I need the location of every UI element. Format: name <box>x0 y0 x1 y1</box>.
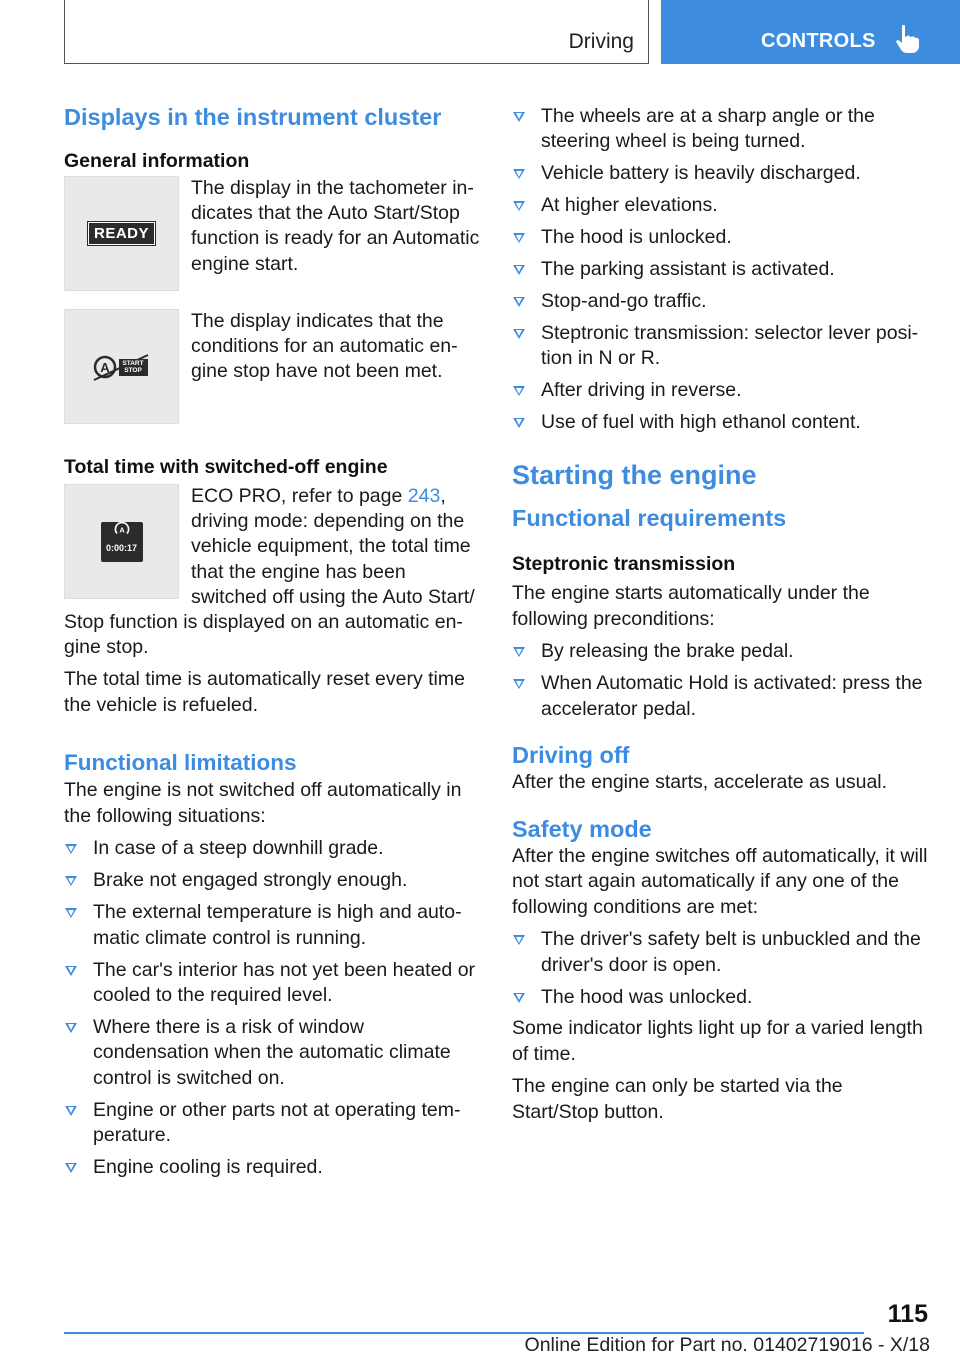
triangle-bullet-icon <box>513 233 525 243</box>
list-item <box>512 225 928 250</box>
triangle-bullet-icon <box>513 297 525 307</box>
section-title: Driving <box>568 30 634 53</box>
triangle-bullet-icon <box>65 1106 77 1116</box>
limits-intro: The engine is not switched off automatically in the following situations: <box>64 779 462 827</box>
ready-description: The display in the tachometer indicates that the Auto Start/Stop function is ready for an Automatic engine start. <box>191 177 480 275</box>
list-item <box>512 289 928 314</box>
startstop-display-row <box>64 309 480 424</box>
svg-text:A: A <box>118 525 125 535</box>
edition-text: Online Edition for Part no. 01402719016 - X/18 <box>524 1334 930 1356</box>
list-item <box>512 378 928 403</box>
list-item-text: The driver's safety belt is unbuckled and the driver's door is open. <box>541 928 921 976</box>
triangle-bullet-icon <box>65 876 77 886</box>
list-item <box>64 836 480 861</box>
list-item <box>512 257 928 282</box>
hand-pointer-icon <box>895 24 921 54</box>
triangle-bullet-icon <box>513 265 525 275</box>
triangle-bullet-icon <box>513 329 525 339</box>
svg-text:A: A <box>99 359 110 375</box>
list-item-text: In case of a steep downhill grade. <box>93 837 384 860</box>
list-item <box>64 900 480 951</box>
list-item <box>512 671 928 722</box>
section-subheading: Functional requirements <box>512 505 787 532</box>
list-item-text: Where there is a risk of window condensation when the automatic climate control is switched on. <box>93 1015 451 1089</box>
list-item-text: The parking assistant is activated. <box>541 258 835 281</box>
list-item-text: Use of fuel with high ethanol content. <box>541 411 861 434</box>
subheading: General information <box>64 150 250 172</box>
page-link[interactable]: 243 <box>407 485 441 507</box>
list-item <box>512 927 928 978</box>
list-item-text: At higher elevations. <box>541 194 718 217</box>
triangle-bullet-icon <box>513 647 525 657</box>
preconditions-list <box>512 639 928 722</box>
left-column <box>64 100 480 1187</box>
triangle-bullet-icon <box>65 966 77 976</box>
right-column <box>512 104 928 1132</box>
list-item <box>512 639 928 664</box>
list-item <box>512 321 928 372</box>
list-item <box>512 985 928 1010</box>
list-item-text: Steptronic transmission: selector lever position in N or R. <box>541 321 919 370</box>
list-item <box>512 161 928 186</box>
header-frame <box>64 0 649 64</box>
subheading: Steptronic transmission <box>512 553 736 576</box>
eco-pro-text-cont: , driving mode: depending on the vehicle equipment, the total time that the engine has been switched off using the Auto Start/ Stop function is displayed on an automatic engine stop. <box>64 485 475 659</box>
section-subheading: Safety mode <box>512 815 652 842</box>
startstop-button-paragraph: The engine can only be started via the Start/Stop button. <box>512 1075 843 1123</box>
list-item <box>512 193 928 218</box>
ready-display-image <box>64 176 179 291</box>
section-heading: Functional limitations <box>64 750 297 776</box>
section-heading: Displays in the instrument cluster <box>64 104 442 130</box>
driving-off-paragraph: After the engine starts, accelerate as usual. <box>512 771 888 794</box>
safety-paragraph: After the engine switches off automatically, it will not start again automatically if any one of the following conditions are met: <box>512 844 928 918</box>
startstop-display-image <box>64 309 179 424</box>
timer-block <box>64 484 480 660</box>
list-item <box>512 410 928 435</box>
indicator-paragraph: Some indicator lights light up for a varied length of time. <box>512 1017 923 1065</box>
list-item <box>64 1015 480 1091</box>
limitations-list <box>64 836 480 1180</box>
triangle-bullet-icon <box>513 201 525 211</box>
list-item <box>512 104 928 155</box>
ready-display-row <box>64 176 480 291</box>
list-item-text: The wheels are at a sharp angle or the steering wheel is being turned. <box>541 105 875 153</box>
section-subheading: Driving off <box>512 742 630 769</box>
auto-start-stop-off-icon <box>92 350 152 384</box>
page-number: 115 <box>887 1300 928 1328</box>
triangle-bullet-icon <box>65 1163 77 1173</box>
timer-display <box>101 522 143 562</box>
list-item-text: Engine cooling is required. <box>93 1155 323 1178</box>
subheading: Total time with switched-off engine <box>64 456 388 478</box>
list-item <box>64 868 480 893</box>
triangle-bullet-icon <box>513 993 525 1003</box>
triangle-bullet-icon <box>65 844 77 854</box>
ready-badge: READY <box>88 222 155 245</box>
auto-start-stop-icon <box>112 522 132 537</box>
safety-conditions-list <box>512 927 928 1010</box>
list-item <box>64 1098 480 1149</box>
list-item-text: Engine or other parts not at operating temperature. <box>93 1098 461 1146</box>
eco-pro-text: ECO PRO, refer to page <box>191 485 408 507</box>
timer-display-image <box>64 484 179 599</box>
limitations-list-continued <box>512 104 928 435</box>
triangle-bullet-icon <box>513 386 525 396</box>
reset-paragraph: The total time is automatically reset every time the vehicle is refueled. <box>64 668 465 716</box>
list-item-text: After driving in reverse. <box>541 379 742 402</box>
list-item <box>64 958 480 1009</box>
list-item-text: The hood is unlocked. <box>541 226 732 249</box>
chapter-tab[interactable] <box>661 0 960 64</box>
start-stop-label: START STOP <box>122 359 144 374</box>
triangle-bullet-icon <box>513 112 525 122</box>
triangle-bullet-icon <box>513 169 525 179</box>
startstop-description: The display indicates that the conditions for an automatic engine stop have not been met. <box>191 310 458 383</box>
list-item-text: Brake not engaged strongly enough. <box>93 869 408 892</box>
list-item-text: The hood was unlocked. <box>541 985 753 1008</box>
triangle-bullet-icon <box>65 908 77 918</box>
list-item-text: When Automatic Hold is activated: press the accelerator pedal. <box>541 672 923 720</box>
section-heading: Starting the engine <box>512 460 757 491</box>
timer-value: 0:00:17 <box>105 543 138 554</box>
triangle-bullet-icon <box>513 418 525 428</box>
chapter-label: CONTROLS <box>761 30 876 52</box>
steptronic-paragraph: The engine starts automatically under the following preconditions: <box>512 582 870 630</box>
list-item-text: By releasing the brake pedal. <box>541 640 794 663</box>
list-item-text: Stop-and-go traffic. <box>541 289 707 312</box>
list-item-text: The car's interior has not yet been heated or cooled to the required level. <box>93 958 476 1006</box>
triangle-bullet-icon <box>513 679 525 689</box>
list-item-text: The external temperature is high and automatic climate control is running. <box>93 901 462 949</box>
list-item <box>64 1155 480 1180</box>
triangle-bullet-icon <box>513 935 525 945</box>
list-item-text: Vehicle battery is heavily discharged. <box>541 162 861 185</box>
triangle-bullet-icon <box>65 1023 77 1033</box>
